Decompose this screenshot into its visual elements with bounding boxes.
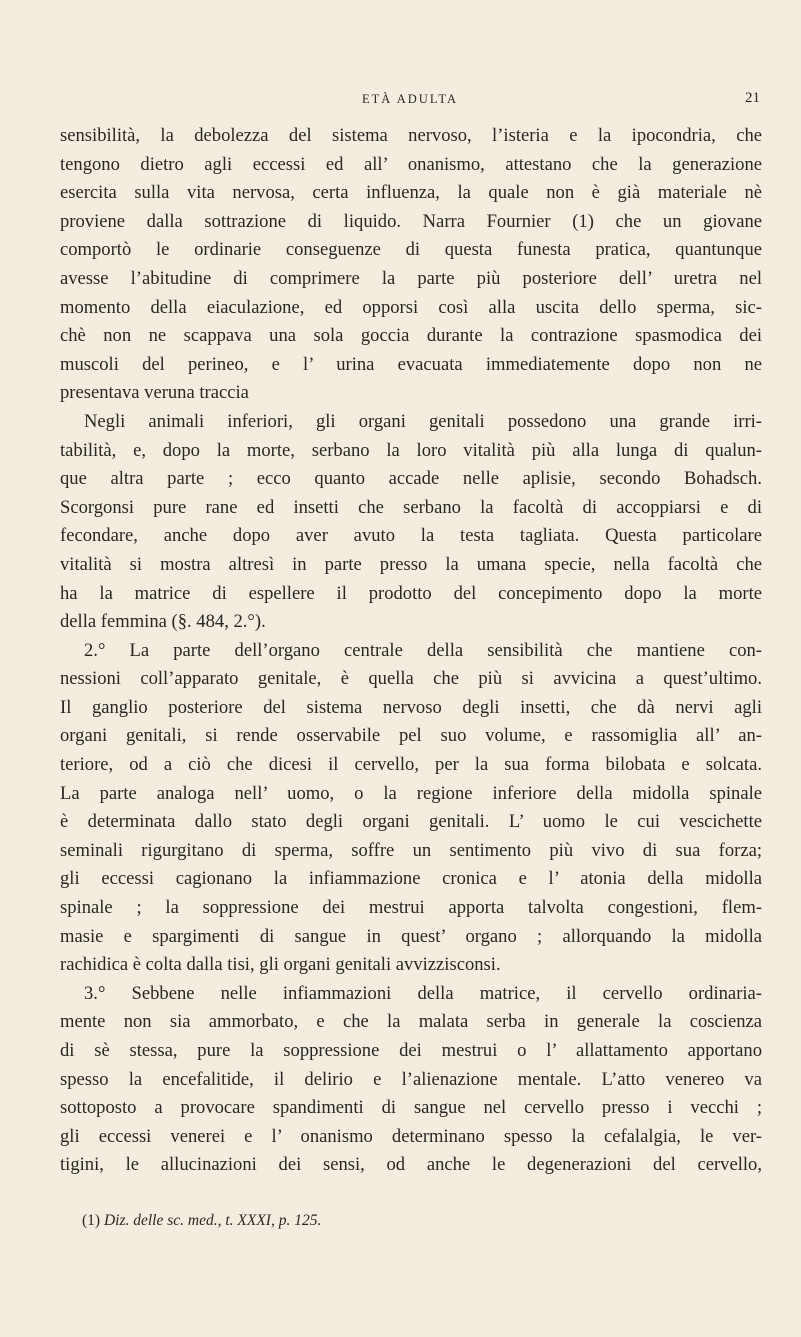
text-line: teriore, od a ciò che dicesi il cervello, per la sua forma bilobata e solcata.: [60, 754, 762, 776]
text-line: Il ganglio posteriore del sistema nervoso degli insetti, che dà nervi agli: [60, 696, 762, 718]
text-line: spesso la encefalitide, il delirio e l’alienazione mentale. L’atto venereo va: [60, 1068, 762, 1090]
text-line: tabilità, e, dopo la morte, serbano la loro vitalità più alla lunga di qualun-: [60, 439, 762, 461]
text-line: comportò le ordinarie conseguenze di questa funesta pratica, quantunque: [60, 239, 762, 261]
text-line: 3.° Sebbene nelle infiammazioni della matrice, il cervello ordinaria-: [84, 982, 762, 1004]
text-line: mente non sia ammorbato, e che la malata serba in generale la coscienza: [60, 1011, 762, 1033]
text-line: Negli animali inferiori, gli organi genitali possedono una grande irri-: [84, 410, 762, 432]
text-line: spinale ; la soppressione dei mestrui apporta talvolta congestioni, flem-: [60, 897, 762, 919]
text-line: rachidica è colta dalla tisi, gli organi genitali avvizzisconsi.: [60, 954, 501, 976]
text-line: gli eccessi venerei e l’ onanismo determinano spesso la cefalalgia, le ver-: [60, 1125, 762, 1147]
page-number: 21: [745, 90, 760, 106]
running-head: ETÀ ADULTA: [362, 92, 458, 106]
text-line: momento della eiaculazione, ed opporsi così alla uscita dello sperma, sic-: [60, 296, 762, 318]
text-line: masie e spargimenti di sangue in quest’ organo ; allorquando la midolla: [60, 925, 762, 947]
footnote-marker: (1): [82, 1212, 101, 1229]
text-line: fecondare, anche dopo aver avuto la testa tagliata. Questa particolare: [60, 525, 762, 547]
text-line: ha la matrice di espellere il prodotto del concepimento dopo la morte: [60, 582, 762, 604]
text-line: organi genitali, si rende osservabile pel suo volume, e rassomiglia all’ an-: [60, 725, 762, 747]
footnote: [82, 1212, 321, 1230]
text-line: della femmina (§. 484, 2.°).: [60, 611, 266, 633]
body-text: [60, 122, 762, 1180]
text-line: è determinata dallo stato degli organi genitali. L’ uomo le cui vescichette: [60, 811, 762, 833]
text-line: vitalità si mostra altresì in parte presso la umana specie, nella facoltà che: [60, 553, 762, 575]
text-line: seminali rigurgitano di sperma, soffre un sentimento più vivo di sua forza;: [60, 839, 762, 861]
text-line: tigini, le allucinazioni dei sensi, od anche le degenerazioni del cervello,: [60, 1154, 762, 1176]
text-line: gli eccessi cagionano la infiammazione cronica e l’ atonia della midolla: [60, 868, 762, 890]
text-line: esercita sulla vita nervosa, certa influenza, la quale non è già materiale nè: [60, 182, 762, 204]
text-line: nessioni coll’apparato genitale, è quella che più si avvicina a quest’ultimo.: [60, 668, 762, 690]
text-line: sottoposto a provocare spandimenti di sangue nel cervello presso i vecchi ;: [60, 1097, 762, 1119]
footnote-text: Diz. delle sc. med., t. XXXI, p. 125.: [103, 1212, 322, 1229]
text-line: sensibilità, la debolezza del sistema nervoso, l’isteria e la ipocondria, che: [60, 125, 762, 146]
text-line: chè non ne scappava una sola goccia durante la contrazione spasmodica dei: [60, 325, 762, 347]
text-line: 2.° La parte dell’organo centrale della sensibilità che mantiene con-: [84, 639, 762, 661]
text-line: Scorgonsi pure rane ed insetti che serbano la facoltà di accoppiarsi e di: [60, 496, 762, 518]
text-line: presentava veruna traccia: [60, 382, 249, 404]
text-line: muscoli del perineo, e l’ urina evacuata immediatemente dopo non ne: [60, 353, 762, 375]
text-line: avesse l’abitudine di comprimere la parte più posteriore dell’ uretra nel: [60, 267, 762, 289]
page-header: [60, 88, 760, 110]
text-line: di sè stessa, pure la soppressione dei mestrui o l’ allattamento apportano: [60, 1040, 762, 1061]
text-line: La parte analoga nell’ uomo, o la regione inferiore della midolla spinale: [60, 782, 762, 804]
text-line: proviene dalla sottrazione di liquido. Narra Fournier (1) che un giovane: [60, 210, 762, 232]
text-line: que altra parte ; ecco quanto accade nelle aplisie, secondo Bohadsch.: [60, 468, 762, 490]
text-line: tengono dietro agli eccessi ed all’ onanismo, attestano che la generazione: [60, 153, 762, 175]
